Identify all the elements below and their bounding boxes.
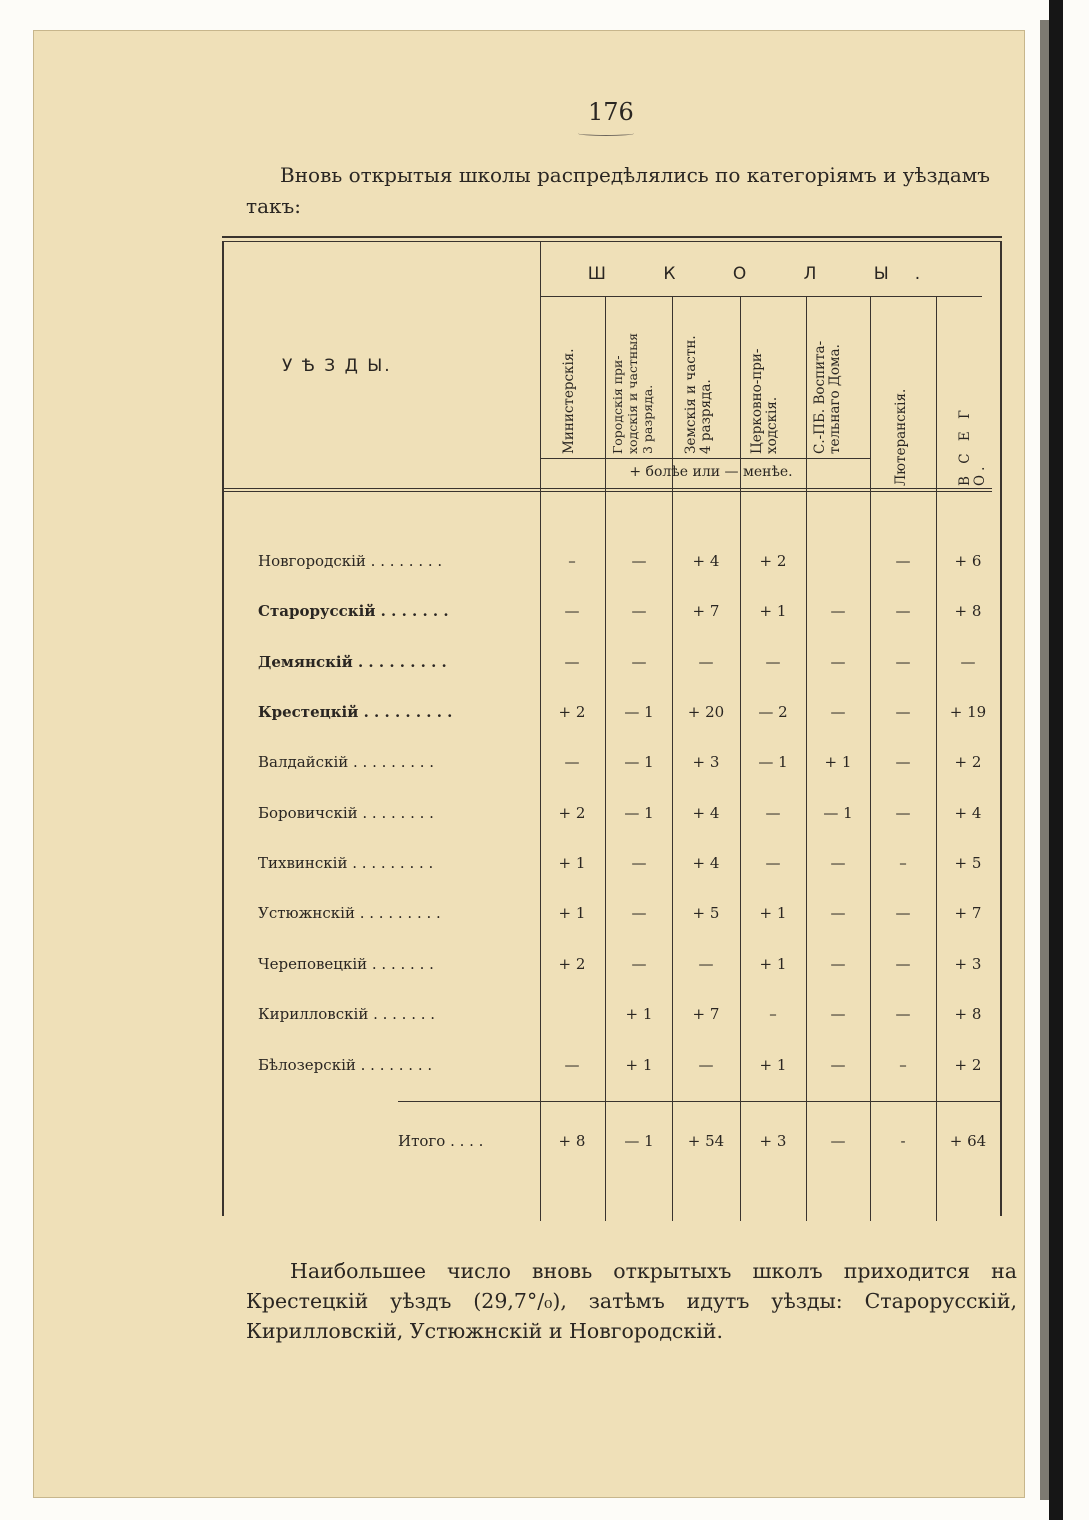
table-row-cell: — bbox=[564, 1056, 580, 1074]
total-row-cell: + 8 bbox=[558, 1132, 586, 1150]
table-row-cell: — bbox=[631, 904, 647, 922]
col-header-lutheran: Лютеранскія. bbox=[893, 388, 909, 486]
header-bottom-rule-2 bbox=[222, 491, 992, 492]
table-row-cell: + 5 bbox=[692, 904, 720, 922]
table-row-cell: — bbox=[564, 653, 580, 671]
col-divider-2 bbox=[672, 296, 673, 1221]
table-row-cell: + 7 bbox=[954, 904, 982, 922]
col-header-foundling-home: С.-ПБ. Воспита- тельнаго Дома. bbox=[812, 340, 843, 454]
table-row-cell: + 1 bbox=[625, 1056, 653, 1074]
table-row-cell: — 1 bbox=[758, 753, 788, 771]
stub-divider bbox=[540, 241, 541, 1221]
table-row-name: Тихвинскій . . . . . . . . . bbox=[258, 854, 434, 872]
table-row-cell: + 7 bbox=[692, 602, 720, 620]
table-row-name: Устюжнскій . . . . . . . . . bbox=[258, 904, 441, 922]
stub-header: У Ѣ З Д Ы. bbox=[282, 356, 392, 376]
page-number: 176 bbox=[588, 98, 634, 126]
table-row-cell: — bbox=[895, 753, 911, 771]
group-header-rule bbox=[540, 296, 982, 297]
table-row-cell: — 1 bbox=[823, 804, 853, 822]
table-row-cell: — bbox=[895, 955, 911, 973]
col-divider-1 bbox=[605, 296, 606, 1221]
table-row-cell: – bbox=[899, 1056, 907, 1074]
book-spine-shadow bbox=[1049, 0, 1063, 1520]
table-row-cell: — bbox=[631, 552, 647, 570]
table-row-cell: + 1 bbox=[759, 904, 787, 922]
header-bottom-rule bbox=[222, 488, 992, 489]
table-row-cell: + 2 bbox=[759, 552, 787, 570]
table-row-cell: — bbox=[830, 1005, 846, 1023]
table-row-cell: — bbox=[895, 1005, 911, 1023]
intro-paragraph: Вновь открытыя школы распредѣлялись по категоріямъ и уѣздамъ такъ: bbox=[246, 163, 991, 218]
col-header-city-parish: Городскія при- ходскія и частныя 3 разряда. bbox=[610, 332, 655, 454]
table-row-cell: — bbox=[895, 552, 911, 570]
table-row-cell: + 20 bbox=[687, 703, 725, 721]
total-row-cell: - bbox=[900, 1132, 906, 1150]
table-row-cell: — bbox=[765, 854, 781, 872]
table-row-cell: — bbox=[830, 904, 846, 922]
page-number-ornament bbox=[578, 131, 634, 136]
total-row-cell: — bbox=[830, 1132, 846, 1150]
sign-note: + болѣе или — менѣе. bbox=[629, 464, 793, 480]
table-row-cell: — bbox=[698, 955, 714, 973]
table-row-cell: + 1 bbox=[558, 904, 586, 922]
table-row-cell: — 1 bbox=[624, 804, 654, 822]
col-header-ministry: Министерскія. bbox=[561, 348, 577, 454]
table-row-cell: — bbox=[631, 955, 647, 973]
left-border bbox=[222, 241, 224, 1216]
table-row-cell: — bbox=[895, 703, 911, 721]
col-divider-6 bbox=[936, 296, 937, 1221]
table-row-cell: + 4 bbox=[954, 804, 982, 822]
table-row-cell: + 4 bbox=[692, 804, 720, 822]
table-row-name: Демянскій . . . . . . . . . bbox=[258, 653, 447, 671]
table-row-cell: + 2 bbox=[558, 804, 586, 822]
table-row-cell: — bbox=[631, 602, 647, 620]
table-row-cell: — 1 bbox=[624, 753, 654, 771]
column-header-rule bbox=[540, 458, 870, 459]
table-row-cell: — bbox=[564, 753, 580, 771]
table-row-cell: + 2 bbox=[558, 955, 586, 973]
table-row-cell: – bbox=[769, 1005, 777, 1023]
col-divider-3 bbox=[740, 296, 741, 1221]
table-row-cell: + 4 bbox=[692, 854, 720, 872]
table-row-name: Бѣлозерскій . . . . . . . . bbox=[258, 1056, 433, 1074]
table-row-cell: – bbox=[899, 854, 907, 872]
table-row-cell: — bbox=[830, 955, 846, 973]
table-row-name: Новгородскій . . . . . . . . bbox=[258, 552, 443, 570]
conclusion-paragraph: Наибольшее число вновь открытыхъ школъ приходится на Крестецкій уѣздъ (29,7°/₀), затѣмъ идутъ уѣзды: Старорусскій, Кирилловскій, Устюжнскій и Новгородскій. bbox=[246, 1259, 1017, 1343]
table-row-cell: + 1 bbox=[558, 854, 586, 872]
total-separator-rule bbox=[398, 1101, 1002, 1102]
table-row-cell: + 8 bbox=[954, 602, 982, 620]
col-header-church-parish: Церковно-при- ходскія. bbox=[749, 348, 780, 454]
table-row-cell: + 5 bbox=[954, 854, 982, 872]
group-header: Ш К О Л Ы. bbox=[587, 264, 947, 284]
table-row-name: Боровичскій . . . . . . . . bbox=[258, 804, 434, 822]
table-row-cell: — bbox=[895, 804, 911, 822]
table-top-rule-2 bbox=[222, 241, 1002, 242]
table-row-cell: — bbox=[960, 653, 976, 671]
table-row-name: Старорусскій . . . . . . . bbox=[258, 602, 449, 620]
total-row-name: Итого . . . . bbox=[398, 1132, 484, 1150]
table-row-cell: — bbox=[830, 703, 846, 721]
table-row-cell: + 2 bbox=[954, 753, 982, 771]
table-row-cell: + 6 bbox=[954, 552, 982, 570]
table-row-cell: — bbox=[631, 854, 647, 872]
schools-table bbox=[222, 236, 1002, 1221]
table-row-cell: + 1 bbox=[759, 955, 787, 973]
table-row-cell: + 1 bbox=[759, 1056, 787, 1074]
book-page-edge bbox=[1040, 20, 1049, 1500]
table-row-cell: + 1 bbox=[824, 753, 852, 771]
col-header-zemstvo: Земскія и частн. 4 разряда. bbox=[683, 335, 714, 454]
table-row-cell: — bbox=[895, 653, 911, 671]
table-row-cell: — bbox=[698, 653, 714, 671]
table-row-cell: + 4 bbox=[692, 552, 720, 570]
table-row-cell: + 3 bbox=[954, 955, 982, 973]
table-row-cell: — 1 bbox=[624, 703, 654, 721]
table-row-name: Череповецкій . . . . . . . bbox=[258, 955, 434, 973]
table-row-cell: + 7 bbox=[692, 1005, 720, 1023]
table-row-cell: — bbox=[895, 904, 911, 922]
table-row-cell: – bbox=[568, 552, 576, 570]
table-row-cell: + 1 bbox=[759, 602, 787, 620]
table-row-cell: — bbox=[830, 653, 846, 671]
table-row-name: Валдайскій . . . . . . . . . bbox=[258, 753, 435, 771]
col-divider-5 bbox=[870, 296, 871, 1221]
table-row-cell: + 8 bbox=[954, 1005, 982, 1023]
col-header-total: В С Е Г О. bbox=[957, 406, 988, 486]
table-row-cell: — bbox=[830, 602, 846, 620]
table-row-cell: — bbox=[830, 854, 846, 872]
table-row-cell: — bbox=[631, 653, 647, 671]
table-row-cell: + 19 bbox=[949, 703, 987, 721]
table-row-cell: — bbox=[564, 602, 580, 620]
table-row-cell: — 2 bbox=[758, 703, 788, 721]
total-row-cell: + 54 bbox=[687, 1132, 725, 1150]
table-row-cell: + 1 bbox=[625, 1005, 653, 1023]
table-row-cell: + 2 bbox=[558, 703, 586, 721]
table-row-cell: — bbox=[830, 1056, 846, 1074]
total-row-cell: — 1 bbox=[624, 1132, 654, 1150]
table-row-cell: — bbox=[698, 1056, 714, 1074]
table-row-cell: — bbox=[765, 804, 781, 822]
total-row-cell: + 64 bbox=[949, 1132, 987, 1150]
table-row-cell: + 3 bbox=[692, 753, 720, 771]
table-row-name: Крестецкій . . . . . . . . . bbox=[258, 703, 453, 721]
table-row-name: Кирилловскій . . . . . . . bbox=[258, 1005, 436, 1023]
col-divider-4 bbox=[806, 296, 807, 1221]
table-row-cell: — bbox=[765, 653, 781, 671]
table-row-cell: — bbox=[895, 602, 911, 620]
table-row-cell: + 2 bbox=[954, 1056, 982, 1074]
table-top-rule bbox=[222, 236, 1002, 238]
total-row-cell: + 3 bbox=[759, 1132, 787, 1150]
right-border bbox=[1000, 241, 1002, 1216]
